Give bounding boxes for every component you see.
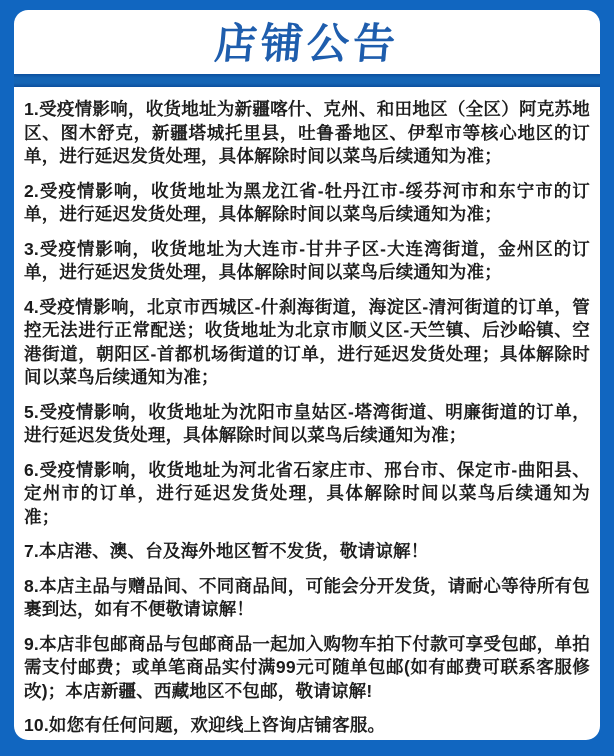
notice-paragraph-1: 1.受疫情影响，收货地址为新疆喀什、克州、和田地区（全区）阿克苏地区、图木舒克，新疆塔城托里县，吐鲁番地区、伊犁市等核心地区的订单，进行延迟发货处理，具体解除时间以菜鸟后续通知为准；: [24, 99, 590, 166]
notice-paragraph-6: 6.受疫情影响，收货地址为河北省石家庄市、邢台市、保定市-曲阳县、定州市的订单，进行延迟发货处理，具体解除时间以菜鸟后续通知为准；: [24, 459, 590, 527]
notice-paragraph-10: 10.如您有任何问题，欢迎线上咨询店铺客服。: [24, 715, 386, 735]
notice-paragraph-7: 7.本店港、澳、台及海外地区暂不发货，敬请谅解！: [24, 541, 429, 561]
notice-paragraph-2: 2.受疫情影响，收货地址为黑龙江省-牡丹江市-绥芬河市和东宁市的订单，进行延迟发货处理，具体解除时间以菜鸟后续通知为准；: [24, 180, 590, 224]
notice-paragraph-5: 5.受疫情影响，收货地址为沈阳市皇姑区-塔湾街道、明廉街道的订单，进行延迟发货处理，具体解除时间以菜鸟后续通知为准；: [24, 401, 590, 445]
notice-paragraph-3: 3.受疫情影响，收货地址为大连市-甘井子区-大连湾街道，金州区的订单，进行延迟发货处理，具体解除时间以菜鸟后续通知为准；: [24, 238, 590, 282]
header-divider: [14, 74, 600, 87]
notice-paragraph-4: 4.受疫情影响，北京市西城区-什刹海街道，海淀区-清河街道的订单，管控无法进行正常配送；收货地址为北京市顺义区-天竺镇、后沙峪镇、空港街道，朝阳区-首都机场街道的订单，进行延迟发货处理；具体解除时间以菜鸟后续通知为准；: [24, 296, 590, 387]
notice-paragraph-9: 9.本店非包邮商品与包邮商品一起加入购物车拍下付款可享受包邮，单拍需支付邮费；或单笔商品实付满99元可随单包邮(如有邮费可联系客服修改)；本店新疆、西藏地区不包邮，敬请谅解!: [24, 633, 590, 701]
page-title: 店铺公告: [212, 20, 401, 67]
announcement-panel: [14, 10, 600, 740]
notice-body: [14, 87, 600, 740]
notice-paragraph-8: 8.本店主品与赠品间、不同商品间，可能会分开发货，请耐心等待所有包裹到达，如有不便敬请谅解！: [24, 575, 590, 619]
announcement-header: [14, 10, 600, 74]
